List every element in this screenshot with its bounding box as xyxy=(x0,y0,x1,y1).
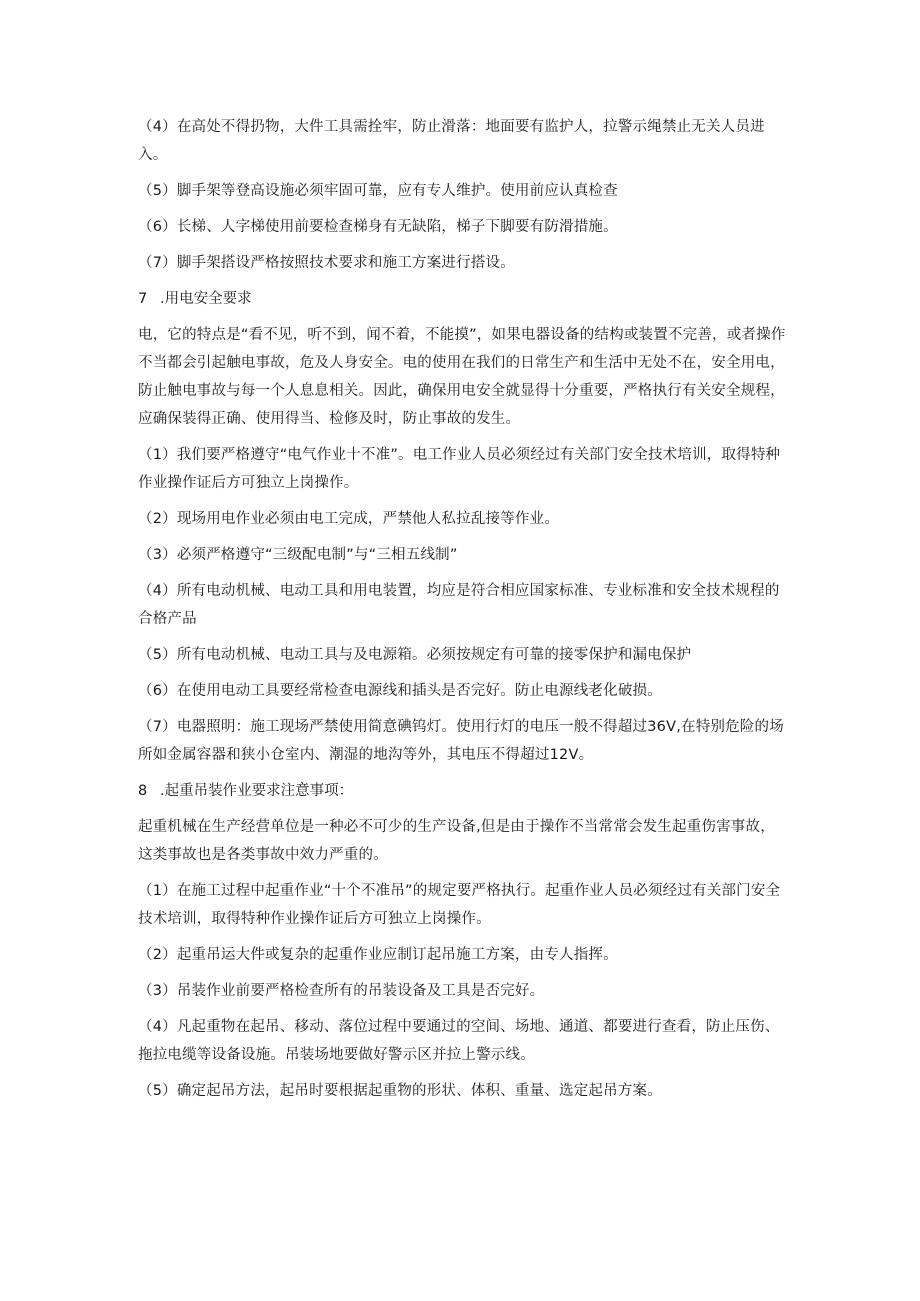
paragraph-electrical-2: （2）现场用电作业必须由电工完成，严禁他人私拉乱接等作业。 xyxy=(138,511,560,527)
paragraph-electrical-6: （6）在使用电动工具要经常检查电源线和插头是否完好。防止电源线老化破损。 xyxy=(138,683,662,699)
paragraph-lifting-4: （4）凡起重物在起吊、移动、落位过程中要通过的空间、场地、通道、都要进行查看，防止压伤、拖拉电缆等设备设施。吊装场地要做好警示区并拉上警示线。 xyxy=(138,1019,780,1063)
paragraph-electrical-intro: 电，它的特点是“看不见，听不到，闻不着，不能摸”，如果电器设备的结构或装置不完善，或者操作不当都会引起触电事故，危及人身安全。电的使用在我们的日常生产和生活中无处不在，安全用电，防止触电事故与每一个人息息相关。因此，确保用电安全就显得十分重要，严格执行有关安全规程，应确保装得正确、使用得当、检修及时，防止事故的发生。 xyxy=(138,327,786,427)
paragraph-4-falling-objects: （4）在高处不得扔物，大件工具需拴牢，防止滑落：地面要有监护人，拉警示绳禁止无关人员进入。 xyxy=(138,119,765,163)
paragraph-electrical-4: （4）所有电动机械、电动工具和用电装置，均应是符合相应国家标准、专业标准和安全技术规程的合格产品 xyxy=(138,583,780,627)
section-heading-electrical-safety xyxy=(138,285,788,313)
paragraph-lifting-2: （2）起重吊运大件或复杂的起重作业应制订起吊施工方案，由专人指挥。 xyxy=(138,947,618,963)
section-number: 8 xyxy=(138,783,148,799)
document-body xyxy=(138,113,788,1113)
paragraph-lifting-intro: 起重机械在生产经营单位是一种必不可少的生产设备,但是由于操作不当常常会发生起重伤害事故，这类事故也是各类事故中效力严重的。 xyxy=(138,819,775,863)
paragraph-7-scaffold-erection: （7）脚手架搭设严格按照技术要求和施工方案进行搭设。 xyxy=(138,255,515,271)
paragraph-6-ladders: （6）长梯、人字梯使用前要检查梯身有无缺陷，梯子下脚要有防滑措施。 xyxy=(138,219,618,235)
paragraph-electrical-7: （7）电器照明：施工现场严禁使用简意碘钨灯。使用行灯的电压一般不得超过36V,在特别危险的场所如金属容器和狭小仓室内、潮湿的地沟等外，其电压不得超过12V。 xyxy=(138,719,784,763)
section-title: .用电安全要求 xyxy=(160,291,252,307)
paragraph-electrical-5: （5）所有电动机械、电动工具与及电源箱。必须按规定有可靠的接零保护和漏电保护 xyxy=(138,647,692,663)
section-title: .起重吊装作业要求注意事项： xyxy=(160,783,354,799)
paragraph-lifting-5: （5）确定起吊方法，起吊时要根据起重物的形状、体积、重量、选定起吊方案。 xyxy=(138,1083,662,1099)
paragraph-lifting-3: （3）吊装作业前要严格检查所有的吊装设备及工具是否完好。 xyxy=(138,983,545,999)
paragraph-lifting-1: （1）在施工过程中起重作业“十个不准吊”的规定要严格执行。起重作业人员必须经过有关部门安全技术培训，取得特种作业操作证后方可独立上岗操作。 xyxy=(138,883,781,927)
paragraph-electrical-1: （1）我们要严格遵守“电气作业十不准”。电工作业人员必须经过有关部门安全技术培训，取得特种作业操作证后方可独立上岗操作。 xyxy=(138,447,781,491)
paragraph-5-scaffold-maintenance: （5）脚手架等登高设施必须牢固可靠，应有专人维护。使用前应认真检查 xyxy=(138,183,618,199)
paragraph-electrical-3: （3）必须严格遵守“三级配电制”与“三相五线制” xyxy=(138,547,458,563)
section-number: 7 xyxy=(138,291,148,307)
section-heading-lifting-operations xyxy=(138,777,788,805)
